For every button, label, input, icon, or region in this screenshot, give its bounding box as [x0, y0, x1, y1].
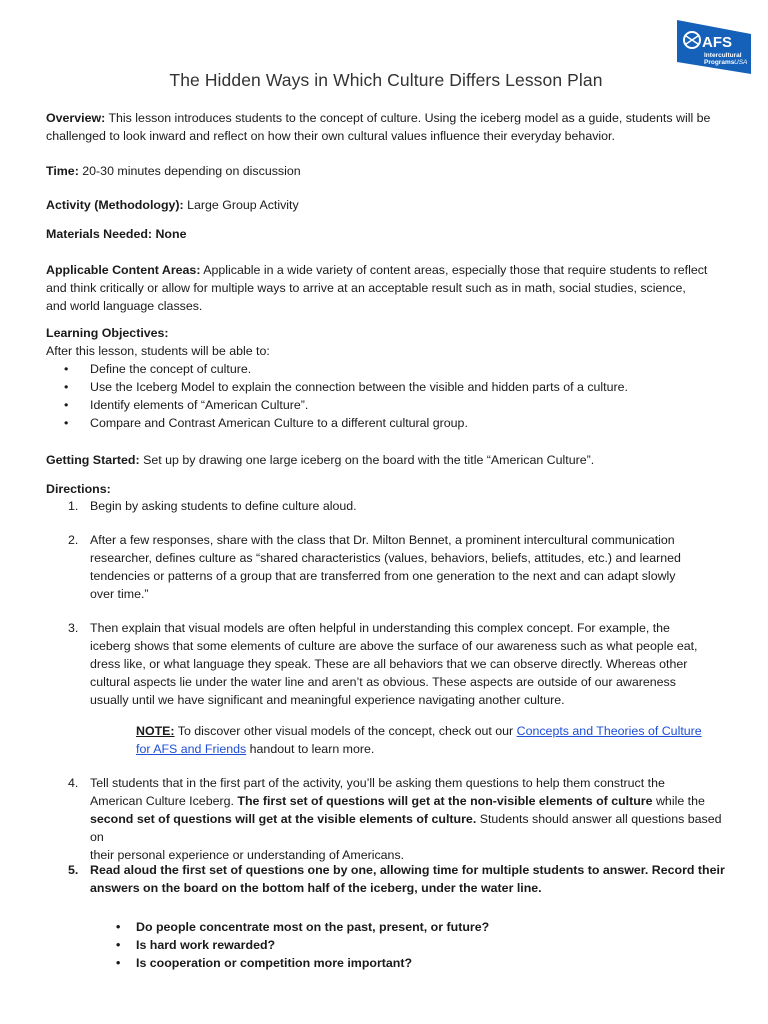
materials-section	[46, 225, 726, 243]
objectives-label: Learning Objectives:	[46, 326, 169, 340]
content-areas-label: Applicable Content Areas:	[46, 263, 201, 277]
step-line: dress like, or what language they speak. These are all behaviors that we can observe directly. Whereas other	[90, 657, 688, 671]
overview-section	[46, 109, 726, 145]
step-line-bold: second set of questions will get at the visible elements of culture.	[90, 812, 477, 826]
getting-started-text: Set up by drawing one large iceberg on the board with the title “American Culture”.	[139, 453, 595, 467]
step-number: 1.	[68, 499, 79, 513]
logo-line2: Programs	[704, 59, 735, 66]
concepts-theories-link[interactable]: Concepts and Theories of Culture	[516, 724, 702, 738]
step-number: 3.	[68, 621, 79, 635]
step-line: American Culture Iceberg.	[90, 794, 238, 808]
activity-section	[46, 196, 726, 214]
concepts-theories-link-cont[interactable]: for AFS and Friends	[136, 742, 247, 756]
step-line: answers on the board on the bottom half of the iceberg, under the water line.	[90, 881, 542, 895]
logo-line3: USA	[734, 59, 748, 66]
objective-item: • Define the concept of culture.	[46, 360, 726, 378]
question-item: • Is hard work rewarded?	[46, 936, 726, 954]
step-text: Begin by asking students to define culture aloud.	[90, 499, 357, 513]
directions-label: Directions:	[46, 482, 111, 496]
content-areas-line2: and think critically or allow for multiple ways to arrive at an acceptable result such as in math, social studies, science,	[46, 281, 686, 295]
step-text	[90, 619, 726, 709]
note-text-end: handout to learn more.	[246, 742, 375, 756]
step-line: Tell students that in the first part of the activity, you’ll be asking them questions to help them construct the	[90, 776, 665, 790]
content-areas-section	[46, 261, 726, 315]
overview-text-line2: challenged to look inward and reflect on how their own cultural values influence their everyday behavior.	[46, 129, 615, 143]
objective-item: • Compare and Contrast American Culture to a different cultural group.	[46, 414, 726, 432]
step-number: 4.	[68, 776, 79, 790]
step-line: After a few responses, share with the class that Dr. Milton Bennet, a prominent intercultural communication	[90, 533, 675, 547]
overview-label: Overview:	[46, 111, 106, 125]
question-list	[46, 918, 726, 972]
getting-started-label: Getting Started:	[46, 453, 140, 467]
materials-label: Materials Needed: None	[46, 227, 187, 241]
time-label: Time:	[46, 164, 79, 178]
getting-started-section	[46, 451, 726, 469]
question-item: • Do people concentrate most on the past, present, or future?	[46, 918, 726, 936]
overview-text-line1: This lesson introduces students to the concept of culture. Using the iceberg model as a guide, students will be	[105, 111, 711, 125]
step-line: their personal experience or understanding of Americans.	[90, 848, 405, 862]
logo-line1: Intercultural	[704, 52, 742, 59]
note-label: NOTE:	[136, 724, 175, 738]
step-line: cultural aspects lie under the water line and aren’t as obvious. These aspects are outside of our awareness	[90, 675, 676, 689]
step-line-bold: The first set of questions will get at the non-visible elements of culture	[237, 794, 653, 808]
objectives-intro: After this lesson, students will be able to:	[46, 344, 270, 358]
note-callout	[136, 722, 726, 758]
activity-label: Activity (Methodology):	[46, 198, 184, 212]
time-section	[46, 162, 726, 180]
objective-item: • Use the Iceberg Model to explain the connection between the visible and hidden parts of a culture.	[46, 378, 726, 396]
time-text: 20-30 minutes depending on discussion	[78, 164, 301, 178]
step-text	[90, 861, 726, 897]
step-line: usually until we have significant and meaningful experience navigating another culture.	[90, 693, 565, 707]
step-line: Students should answer all questions based on	[90, 812, 722, 844]
step-text	[90, 531, 726, 603]
step-line: Read aloud the first set of questions one by one, allowing time for multiple students to answer. Record their	[90, 863, 725, 877]
activity-text: Large Group Activity	[183, 198, 299, 212]
step-line: researcher, defines culture as “shared characteristics (values, behaviors, beliefs, attitudes, etc.) and learned	[90, 551, 681, 565]
step-line: while the	[652, 794, 705, 808]
step-number: 5.	[68, 863, 79, 877]
objectives-list	[46, 360, 726, 432]
objectives-section	[46, 324, 726, 432]
step-line: over time.”	[90, 587, 149, 601]
content-areas-line3: and world language classes.	[46, 299, 203, 313]
step-line: Then explain that visual models are often helpful in understanding this complex concept. For example, the	[90, 621, 670, 635]
logo-brand: AFS	[702, 34, 732, 51]
page-title: The Hidden Ways in Which Culture Differs Lesson Plan	[169, 70, 603, 90]
step-number: 2.	[68, 533, 79, 547]
step-line: tendencies or patterns of a group that are transferred from one generation to the next and can adapt slowly	[90, 569, 676, 583]
step-line: iceberg shows that some elements of culture are above the surface of our awareness such as what people eat,	[90, 639, 698, 653]
objective-item: • Identify elements of “American Culture”.	[46, 396, 726, 414]
note-text: To discover other visual models of the concept, check out our	[174, 724, 517, 738]
question-item: • Is cooperation or competition more important?	[46, 954, 726, 972]
content-areas-line1: Applicable in a wide variety of content areas, especially those that require students to reflect	[200, 263, 708, 277]
step-text	[90, 774, 726, 864]
